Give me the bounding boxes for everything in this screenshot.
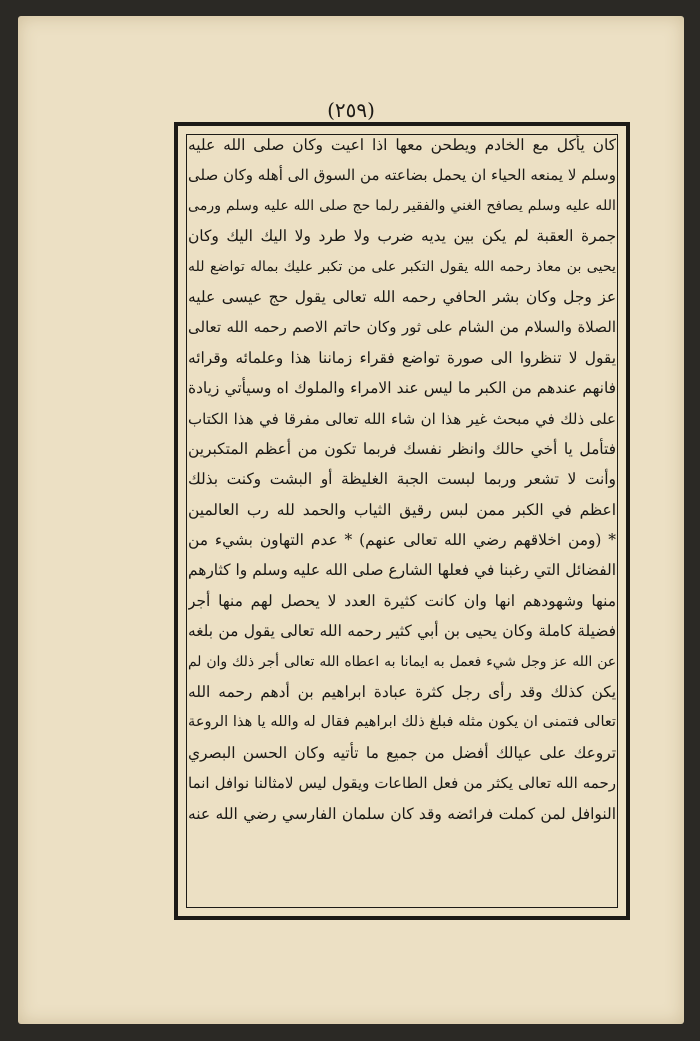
body-text [188,130,616,829]
text-line: فتأمل يا أخي حالك وانظر نفسك فربما تكون من أعظم المتكبرين [188,439,616,458]
text-line: عن الله عز وجل شيء فعمل به ايمانا به اعطاه الله تعالى أجر ذلك وان لم [188,653,616,670]
text-line: وأنت لا تشعر وربما لبست الجبة الغليظة أو البشت وكنت بذلك [188,470,616,489]
text-line: فضيلة كاملة وكان يحيى بن أبي كثير رحمه الله تعالى يقول من بلغه [188,622,616,641]
text-line: فانهم عندهم من الكبر ما ليس عند الامراء والملوك اه وسيأتي زيادة [188,379,616,398]
text-line: رحمه الله تعالى يكثر من فعل الطاعات ويقول ليس لامثالنا نوافل انما [188,774,616,793]
section-heading-line: * (ومن اخلاقهم رضي الله تعالى عنهم) * عدم التهاون بشيء من [188,531,616,550]
text-line: اعظم في الكبر ممن لبس رقيق الثياب والحمد لله رب العالمين [188,500,616,519]
text-line: النوافل لمن كملت فرائضه وقد كان سلمان الفارسي رضي الله عنه [188,804,616,823]
text-line: الله عليه وسلم يصافح الغني والفقير رلما حج صلى الله عليه وسلم ورمى [188,197,616,214]
text-line: على ذلك في مبحث غير هذا ان شاء الله تعالى مفرقا في هذا الكتاب [188,409,616,428]
text-line: يكن كذلك وقد رأى رجل كثرة عبادة ابراهيم بن أدهم رحمه الله [188,683,616,702]
text-line: تروعك على عيالك أفضل من جميع ما تأتيه وكان الحسن البصري [188,743,616,762]
text-line: منها وشهودهم انها وان كانت كثيرة العدد لا يحصل لهم منها أجر [188,591,616,610]
text-line: عز وجل وكان بشر الحافي رحمه الله تعالى يقول حج عيسى عليه [188,287,616,306]
text-line: كان يأكل مع الخادم ويطحن معها اذا اعيت وكان صلى الله عليه [188,136,616,154]
text-line: وسلم لا يمنعه الحياء ان يحمل بضاعته من السوق الى أهله وكان صلى [188,166,616,185]
text-line: تعالى فتمنى ان يكون مثله فبلغ ذلك ابراهيم فقال له والله يا هذا الروعة [188,713,616,731]
text-line: الفضائل التي رغبنا في فعلها الشارع صلى الله عليه وسلم وا كثارهم [188,561,616,580]
text-line: جمرة العقبة لم يكن بين يديه ضرب ولا طرد ولا اليك اليك وكان [188,227,616,246]
page-number: (٢٥٩) [327,98,375,122]
text-frame [174,122,630,920]
text-line: الصلاة والسلام من الشام على ثور وكان حاتم الاصم رحمه الله تعالى [188,318,616,337]
text-line: يقول لا تنظروا الى صورة تواضع فقراء زماننا هذا وعلمائه وقرائه [188,348,616,367]
book-page [18,16,684,1024]
text-line: يحيى بن معاذ رحمه الله يقول التكبر على من تكبر عليك بماله تواضع لله [188,258,616,275]
